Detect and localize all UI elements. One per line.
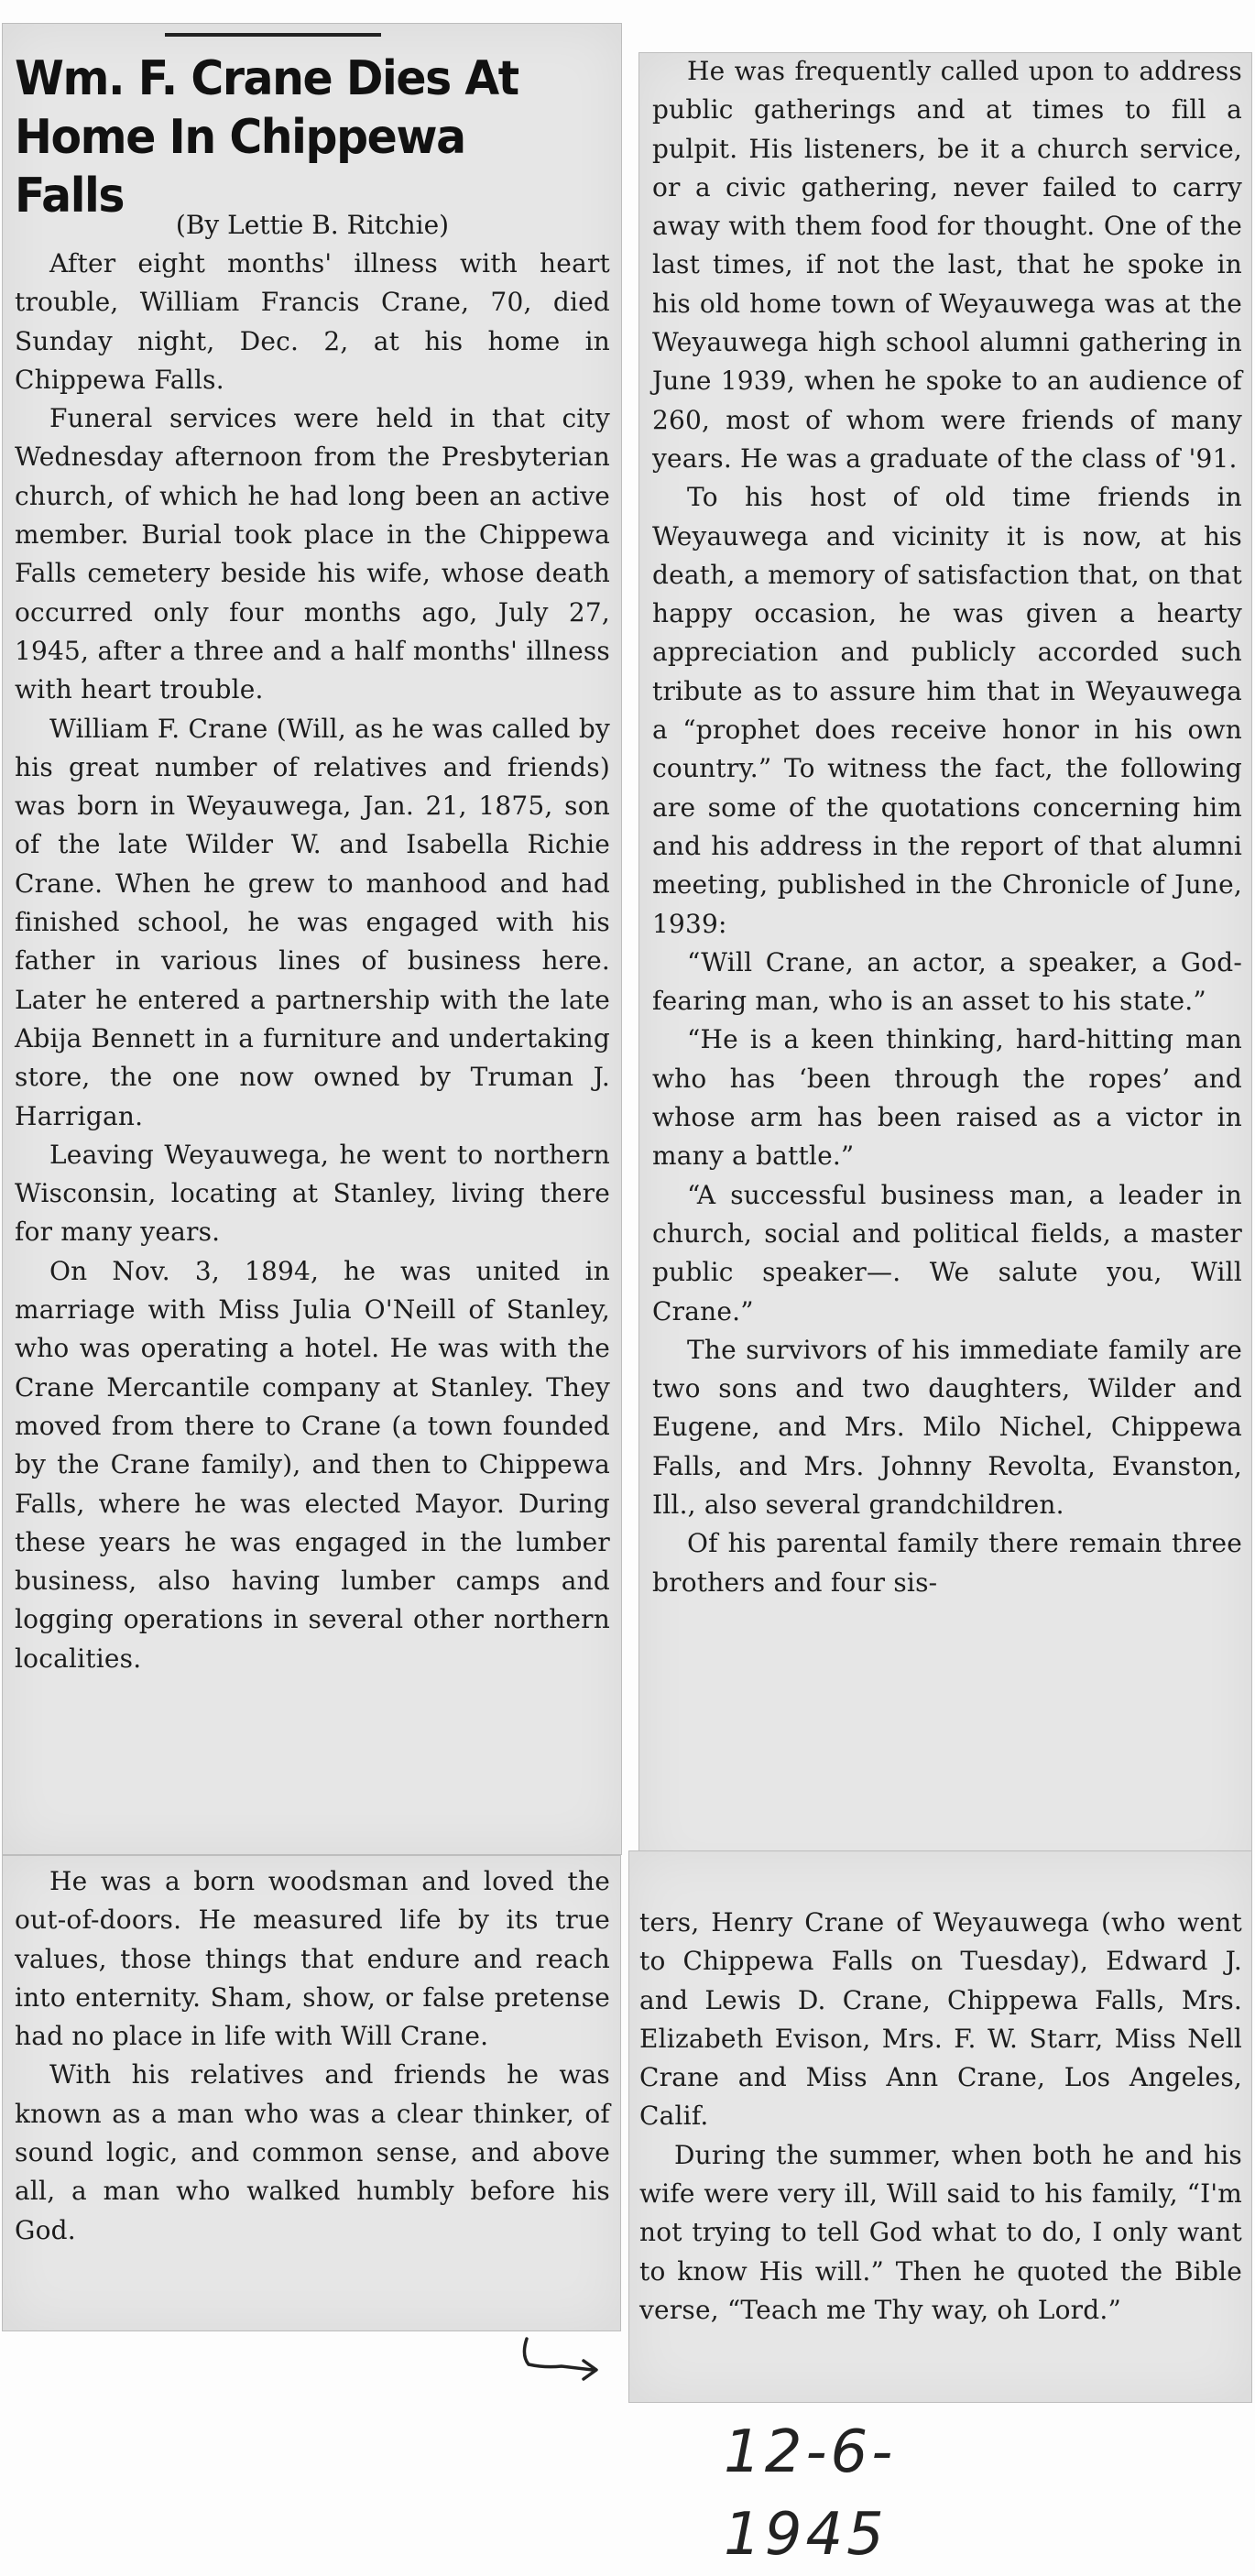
paragraph: ters, Henry Crane of Weyauwega (who went to Chippewa Falls on Tuesday), Edward J. and Lewis D. Crane, Chippewa Falls, Mrs. Elizabeth Evison, Mrs. F. W. Starr, Miss Nell Crane and Miss Ann Crane, Los Angeles, Calif. — [639, 1907, 1242, 2132]
article-column-2 — [652, 52, 1242, 1602]
paragraph: The survivors of his immediate family are two sons and two daughters, Wilder and Eugene, and Mrs. Milo Nichel, Chippewa Falls, and Mrs. Johnny Revolta, Evanston, Ill., also several grandchildren. — [652, 1334, 1242, 1520]
article-column-1 — [15, 245, 610, 1678]
headline-rule — [165, 33, 381, 37]
byline: (By Lettie B. Ritchie) — [175, 210, 450, 240]
paragraph: He was a born woodsman and loved the out-of-doors. He measured life by its true values, those things that endure and reach into enternity. Sham, show, or false pretense had no place in life with Will Crane. — [15, 1866, 610, 2052]
paragraph: William F. Crane (Will, as he was called by his great number of relatives and friends) was born in Weyauwega, Jan. 21, 1875, son of the late Wilder W. and Isabella Richie Crane. When he grew to manhood and had finished school, he was engaged with his father in various lines of business here. Later he entered a partnership with the late Abija Bennett in a furniture and undertaking store, the one now owned by Truman J. Harrigan. — [15, 713, 610, 1131]
paragraph: With his relatives and friends he was known as a man who was a clear thinker, of sound logic, and common sense, and above all, a man who walked humbly before his God. — [15, 2059, 610, 2245]
quote-paragraph: “He is a keen thinking, hard-hitting man who has ‘been through the ropes’ and whose arm has been raised as a victor in many a battle.” — [652, 1024, 1242, 1172]
quote-paragraph: “Will Crane, an actor, a speaker, a God-fearing man, who is an asset to his state.” — [652, 946, 1242, 1017]
paragraph: Funeral services were held in that city Wednesday afternoon from the Presbyterian church, of which he had long been an active member. Burial took place in the Chippewa Falls cemetery beside his wife, whose death occurred only four months ago, July 27, 1945, after a three and a half months' illness with heart trouble. — [15, 403, 610, 705]
paragraph: Of his parental family there remain three brothers and four sis- — [652, 1528, 1242, 1598]
paragraph: After eight months' illness with heart trouble, William Francis Crane, 70, died Sunday night, Dec. 2, at his home in Chippewa Falls. — [15, 248, 610, 395]
quote-paragraph: “A successful business man, a leader in church, social and political fields, a master public speaker—. We salute you, Will Crane.” — [652, 1179, 1242, 1326]
article-column-1-continued — [15, 1862, 610, 2250]
paragraph: Leaving Weyauwega, he went to northern Wisconsin, locating at Stanley, living there for many years. — [15, 1139, 610, 1248]
article-column-2-continued — [639, 1904, 1242, 2330]
handwritten-arrow-icon — [508, 2331, 609, 2386]
handwritten-date: 12-6-1945 — [724, 2418, 897, 2569]
paragraph: On Nov. 3, 1894, he was united in marriage with Miss Julia O'Neill of Stanley, who was operating a hotel. He was with the Crane Mercantile company at Stanley. They moved from there to Crane (a town founded by the Crane family), and then to Chippewa Falls, where he was elected Mayor. During these years he was engaged in the lumber business, also having lumber camps and logging operations in several other northern localities. — [15, 1255, 610, 1674]
headline: Wm. F. Crane Dies At Home In Chippewa Falls — [15, 51, 518, 224]
paragraph: To his host of old time friends in Weyauwega and vicinity it is now, at his death, a memory of satisfaction that, on that happy occasion, he was given a hearty appreciation and publicly accorded such tribute as to assure him that in Weyauwega a “prophet does receive honor in his own country.” To witness the fact, the following are some of the quotations concerning him and his address in the report of that alumni meeting, published in the Chronicle of June, 1939: — [652, 482, 1242, 939]
paragraph: He was frequently called upon to address public gatherings and at times to fill a pulpit. His listeners, be it a church service, or a civic gathering, never failed to carry away with them food for thought. One of the last times, if not the last, that he spoke in his old home town of Weyauwega was at the Weyauwega high school alumni gathering in June 1939, when he spoke to an audience of 260, most of whom were friends of many years. He was a graduate of the class of '91. — [652, 56, 1242, 474]
paragraph: During the summer, when both he and his wife were very ill, Will said to his family, “I'm not trying to tell God what to do, I only want to know His will.” Then he quoted the Bible verse, “Teach me Thy way, oh Lord.” — [639, 2139, 1242, 2325]
